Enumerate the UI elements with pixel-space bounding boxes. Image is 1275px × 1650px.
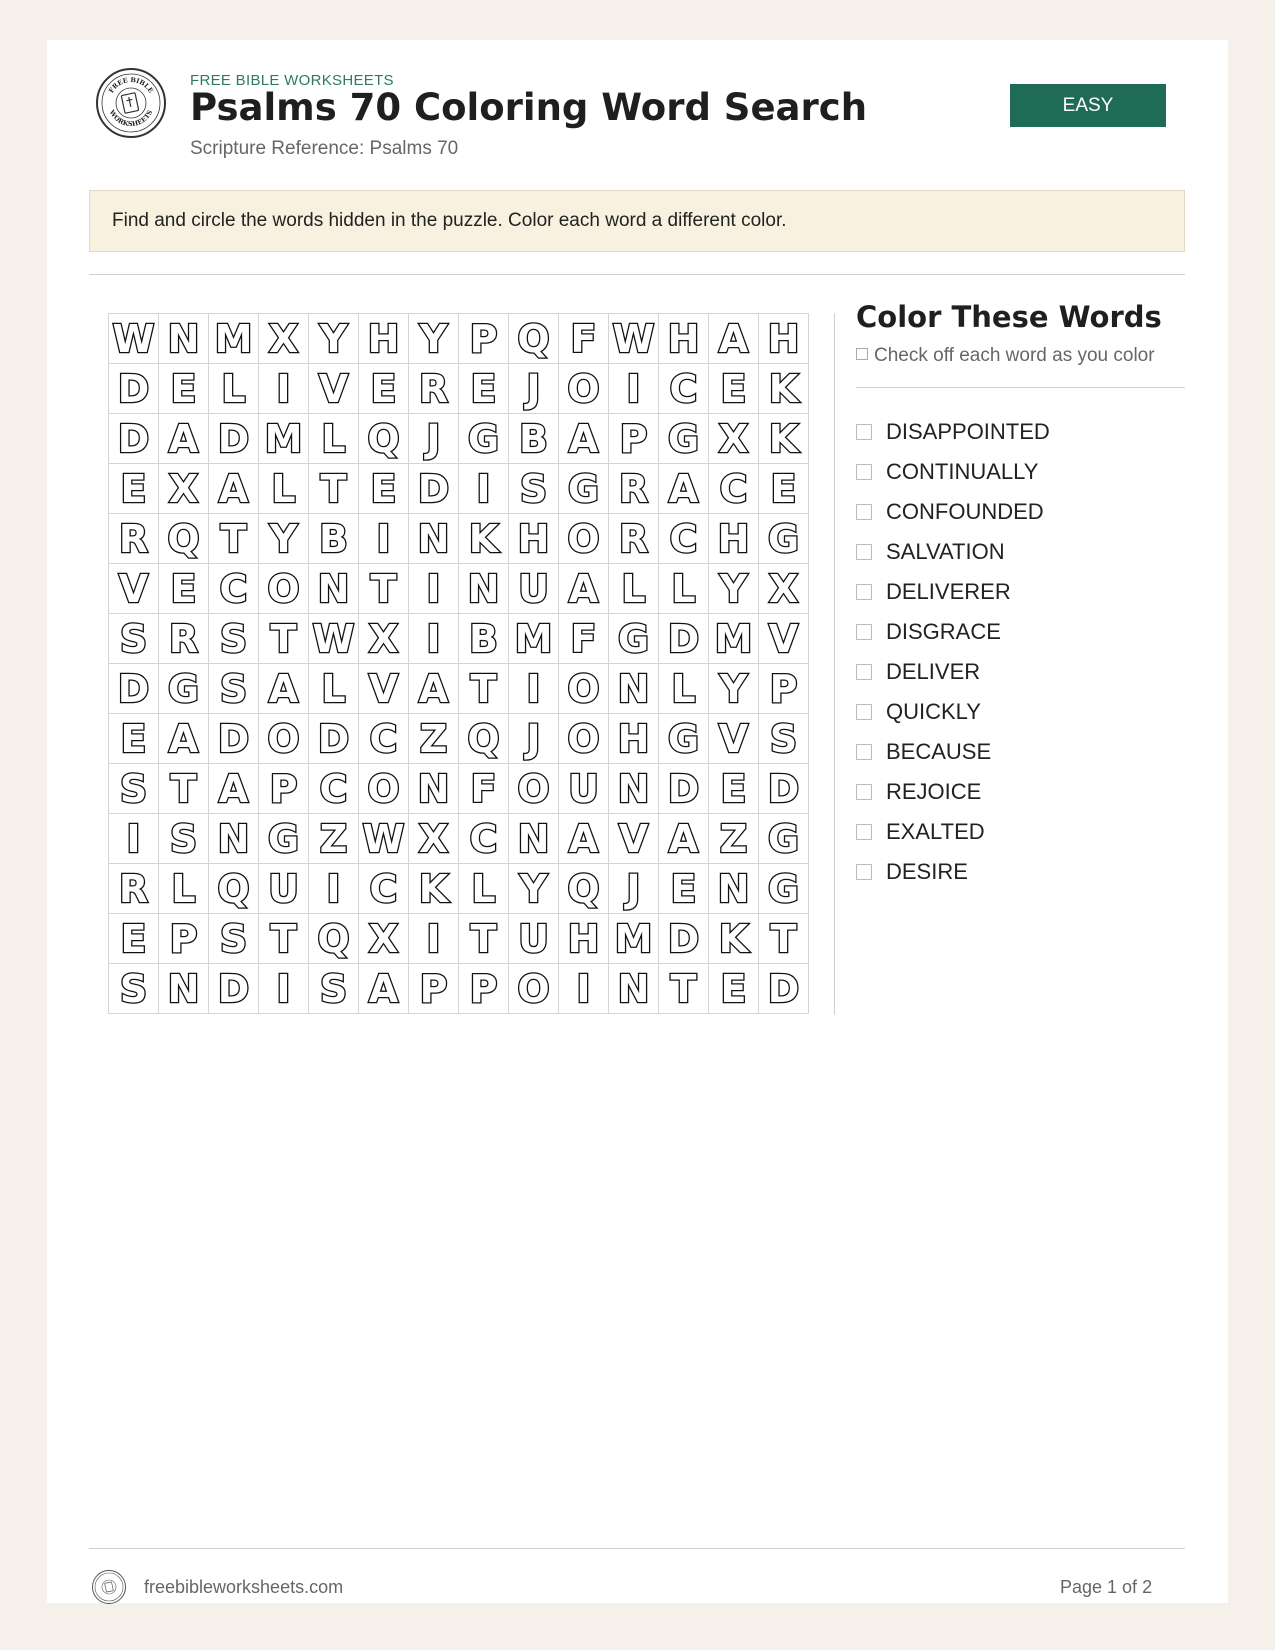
grid-cell[interactable]: L [659, 664, 709, 714]
grid-cell[interactable]: G [659, 714, 709, 764]
grid-cell[interactable]: N [609, 664, 659, 714]
word-list-item [856, 652, 1050, 692]
grid-cell[interactable]: T [259, 614, 309, 664]
word-label: DISAPPOINTED [886, 419, 1050, 444]
word-list-hint-text: Check off each word as you color [874, 345, 1155, 366]
grid-cell[interactable]: I [559, 964, 609, 1014]
grid-cell[interactable]: Q [509, 314, 559, 364]
grid-cell[interactable]: T [659, 964, 709, 1014]
grid-cell[interactable]: S [309, 964, 359, 1014]
grid-cell[interactable]: A [559, 414, 609, 464]
scripture-reference: Scripture Reference: Psalms 70 [190, 138, 459, 159]
grid-cell[interactable]: N [709, 864, 759, 914]
grid-cell[interactable]: A [659, 814, 709, 864]
grid-cell[interactable]: Q [359, 414, 409, 464]
word-list-item [856, 612, 1050, 652]
grid-cell[interactable]: D [209, 414, 259, 464]
grid-cell[interactable]: G [609, 614, 659, 664]
grid-cell[interactable]: C [359, 714, 409, 764]
grid-cell[interactable]: S [109, 964, 159, 1014]
column-divider [834, 313, 835, 1015]
grid-cell[interactable]: C [659, 514, 709, 564]
grid-cell[interactable]: P [159, 914, 209, 964]
grid-cell[interactable]: L [309, 664, 359, 714]
instructions-box [89, 190, 1185, 252]
word-label: DISGRACE [886, 619, 1001, 644]
grid-cell[interactable]: O [259, 564, 309, 614]
word-list-item [856, 532, 1050, 572]
grid-cell[interactable]: Q [309, 914, 359, 964]
grid-cell[interactable]: D [209, 964, 259, 1014]
grid-cell[interactable]: N [459, 564, 509, 614]
grid-cell[interactable]: A [209, 464, 259, 514]
grid-cell[interactable]: N [609, 964, 659, 1014]
grid-cell[interactable]: A [209, 764, 259, 814]
grid-cell[interactable]: I [609, 364, 659, 414]
grid-cell[interactable]: H [609, 714, 659, 764]
grid-cell[interactable]: S [209, 664, 259, 714]
word-list-item [856, 732, 1050, 772]
grid-cell[interactable]: J [509, 364, 559, 414]
grid-cell[interactable]: F [459, 764, 509, 814]
grid-cell[interactable]: L [159, 864, 209, 914]
grid-cell[interactable]: R [609, 464, 659, 514]
grid-cell[interactable]: I [409, 914, 459, 964]
grid-cell[interactable]: P [259, 764, 309, 814]
grid-cell[interactable]: E [759, 464, 809, 514]
grid-cell[interactable]: U [559, 764, 609, 814]
word-label: CONTINUALLY [886, 459, 1039, 484]
grid-cell[interactable]: I [309, 864, 359, 914]
footer-divider [89, 1548, 1185, 1549]
grid-cell[interactable]: B [509, 414, 559, 464]
word-list-item [856, 852, 1050, 892]
grid-cell[interactable]: L [259, 464, 309, 514]
grid-cell[interactable]: O [559, 664, 609, 714]
grid-cell[interactable]: S [109, 764, 159, 814]
grid-cell[interactable]: D [109, 664, 159, 714]
grid-cell[interactable]: E [109, 914, 159, 964]
grid-cell[interactable]: Q [159, 514, 209, 564]
word-checkbox[interactable] [856, 504, 872, 520]
grid-cell[interactable]: G [659, 414, 709, 464]
grid-cell[interactable]: V [309, 364, 359, 414]
grid-cell[interactable]: S [109, 614, 159, 664]
grid-cell[interactable]: E [659, 864, 709, 914]
grid-cell[interactable]: E [709, 364, 759, 414]
word-checkbox[interactable] [856, 624, 872, 640]
grid-cell[interactable]: Q [459, 714, 509, 764]
grid-cell[interactable]: E [109, 714, 159, 764]
grid-cell[interactable]: L [659, 564, 709, 614]
grid-cell[interactable]: R [109, 864, 159, 914]
grid-cell[interactable]: T [359, 564, 409, 614]
grid-cell[interactable]: M [209, 314, 259, 364]
grid-cell[interactable]: O [359, 764, 409, 814]
logo-text-bottom: WORKSHEETS [107, 108, 155, 129]
grid-cell[interactable]: J [509, 714, 559, 764]
grid-cell[interactable]: E [159, 364, 209, 414]
grid-cell[interactable]: H [559, 914, 609, 964]
word-label: EXALTED [886, 819, 985, 844]
grid-cell[interactable]: U [259, 864, 309, 914]
grid-cell[interactable]: K [709, 914, 759, 964]
grid-cell[interactable]: Y [309, 314, 359, 364]
grid-cell[interactable]: X [259, 314, 309, 364]
worksheet-page [47, 40, 1228, 1603]
word-list-item [856, 452, 1050, 492]
grid-cell[interactable]: Y [409, 314, 459, 364]
grid-cell[interactable]: G [559, 464, 609, 514]
grid-cell[interactable]: H [509, 514, 559, 564]
footer-site-link[interactable]: freebibleworksheets.com [144, 1577, 344, 1597]
grid-cell[interactable]: V [109, 564, 159, 614]
word-list-title: Color These Words [856, 300, 1162, 334]
grid-cell[interactable]: H [659, 314, 709, 364]
grid-cell[interactable]: E [709, 764, 759, 814]
grid-cell[interactable]: C [309, 764, 359, 814]
word-checkbox[interactable] [856, 864, 872, 880]
svg-text:FREE BIBLE [107, 76, 155, 95]
page-number: Page 1 of 2 [1060, 1577, 1153, 1597]
grid-cell[interactable]: W [109, 314, 159, 364]
grid-cell[interactable]: D [309, 714, 359, 764]
grid-cell[interactable]: O [559, 514, 609, 564]
grid-cell[interactable]: O [509, 964, 559, 1014]
grid-cell[interactable]: X [359, 614, 409, 664]
grid-cell[interactable]: T [209, 514, 259, 564]
word-label: BECAUSE [886, 739, 992, 764]
word-label: SALVATION [886, 539, 1005, 564]
grid-cell[interactable]: S [159, 814, 209, 864]
grid-cell[interactable]: V [709, 714, 759, 764]
grid-cell[interactable]: I [409, 564, 459, 614]
word-search-grid [108, 313, 809, 1014]
grid-cell[interactable]: D [409, 464, 459, 514]
grid-cell[interactable]: F [559, 314, 609, 364]
grid-cell[interactable]: R [159, 614, 209, 664]
grid-cell[interactable]: Q [559, 864, 609, 914]
bible-seal-icon [96, 68, 166, 138]
word-checkbox[interactable] [856, 784, 872, 800]
grid-cell[interactable]: X [759, 564, 809, 614]
grid-cell[interactable]: A [159, 714, 209, 764]
grid-cell[interactable]: O [559, 364, 609, 414]
grid-cell[interactable]: Z [709, 814, 759, 864]
grid-cell[interactable]: S [209, 914, 259, 964]
grid-cell[interactable]: Y [509, 864, 559, 914]
grid-cell[interactable]: L [309, 414, 359, 464]
grid-cell[interactable]: Y [709, 664, 759, 714]
grid-cell[interactable]: S [209, 614, 259, 664]
grid-cell[interactable]: Z [309, 814, 359, 864]
grid-cell[interactable]: I [509, 664, 559, 714]
word-checkbox[interactable] [856, 744, 872, 760]
grid-cell[interactable]: C [359, 864, 409, 914]
grid-cell[interactable]: X [159, 464, 209, 514]
logo-text-top: FREE BIBLE [107, 75, 155, 95]
grid-cell[interactable]: D [659, 914, 709, 964]
grid-cell[interactable]: C [709, 464, 759, 514]
word-label: DELIVER [886, 659, 981, 684]
grid-cell[interactable]: A [259, 664, 309, 714]
grid-cell[interactable]: K [759, 414, 809, 464]
grid-cell[interactable]: D [209, 714, 259, 764]
grid-cell[interactable]: W [609, 314, 659, 364]
grid-cell[interactable]: G [159, 664, 209, 714]
grid-cell[interactable]: N [159, 964, 209, 1014]
grid-cell[interactable]: A [359, 964, 409, 1014]
grid-cell[interactable]: K [459, 514, 509, 564]
grid-cell[interactable]: E [459, 364, 509, 414]
word-checkbox[interactable] [856, 544, 872, 560]
grid-cell[interactable]: T [309, 464, 359, 514]
grid-cell[interactable]: C [659, 364, 709, 414]
word-checkbox[interactable] [856, 424, 872, 440]
grid-cell[interactable]: M [609, 914, 659, 964]
grid-cell[interactable]: X [359, 914, 409, 964]
grid-cell[interactable]: G [759, 814, 809, 864]
grid-cell[interactable]: K [759, 364, 809, 414]
grid-cell[interactable]: C [209, 564, 259, 614]
grid-cell[interactable]: H [359, 314, 409, 364]
grid-cell[interactable]: Q [209, 864, 259, 914]
grid-cell[interactable]: G [759, 514, 809, 564]
grid-cell[interactable]: E [359, 364, 409, 414]
grid-cell[interactable]: I [259, 964, 309, 1014]
grid-cell[interactable]: F [559, 614, 609, 664]
word-list-item [856, 772, 1050, 812]
grid-cell[interactable]: H [759, 314, 809, 364]
grid-cell[interactable]: O [559, 714, 609, 764]
grid-cell[interactable]: E [109, 464, 159, 514]
grid-cell[interactable]: D [759, 764, 809, 814]
grid-cell[interactable]: R [109, 514, 159, 564]
grid-cell[interactable]: O [509, 764, 559, 814]
grid-cell[interactable]: C [459, 814, 509, 864]
grid-cell[interactable]: X [709, 414, 759, 464]
grid-cell[interactable]: G [459, 414, 509, 464]
grid-cell[interactable]: G [259, 814, 309, 864]
page-title: Psalms 70 Coloring Word Search [190, 86, 868, 129]
grid-cell[interactable]: P [409, 964, 459, 1014]
grid-cell[interactable]: Z [409, 714, 459, 764]
grid-cell[interactable]: N [309, 564, 359, 614]
word-list-item [856, 412, 1050, 452]
grid-cell[interactable]: D [659, 764, 709, 814]
grid-cell[interactable]: P [609, 414, 659, 464]
word-list-divider [856, 387, 1185, 388]
grid-cell[interactable]: T [259, 914, 309, 964]
grid-cell[interactable]: Y [259, 514, 309, 564]
grid-cell[interactable]: A [559, 564, 609, 614]
grid-cell[interactable]: R [409, 364, 459, 414]
word-checkbox[interactable] [856, 584, 872, 600]
grid-cell[interactable]: D [109, 414, 159, 464]
grid-cell[interactable]: P [459, 314, 509, 364]
grid-cell[interactable]: A [709, 314, 759, 364]
grid-cell[interactable]: O [259, 714, 309, 764]
brand-label: FREE BIBLE WORKSHEETS [190, 72, 394, 89]
grid-cell[interactable]: L [609, 564, 659, 614]
grid-cell[interactable]: A [659, 464, 709, 514]
word-list-item [856, 812, 1050, 852]
grid-cell[interactable]: N [409, 514, 459, 564]
grid-cell[interactable]: B [459, 614, 509, 664]
grid-cell[interactable]: U [509, 564, 559, 614]
grid-cell[interactable]: N [609, 764, 659, 814]
grid-cell[interactable]: X [409, 814, 459, 864]
word-checkbox[interactable] [856, 464, 872, 480]
word-list [856, 412, 1050, 892]
grid-cell[interactable]: A [559, 814, 609, 864]
grid-cell[interactable]: S [509, 464, 559, 514]
grid-cell[interactable]: B [309, 514, 359, 564]
grid-cell[interactable]: Y [709, 564, 759, 614]
word-label: REJOICE [886, 779, 982, 804]
grid-cell[interactable]: W [359, 814, 409, 864]
word-list-item [856, 492, 1050, 532]
grid-cell[interactable]: V [609, 814, 659, 864]
grid-cell[interactable]: A [409, 664, 459, 714]
word-list-item [856, 692, 1050, 732]
footer-logo-icon [92, 1570, 126, 1604]
grid-cell[interactable]: V [359, 664, 409, 714]
header-divider [89, 274, 1185, 275]
grid-cell[interactable]: N [409, 764, 459, 814]
grid-cell[interactable]: P [759, 664, 809, 714]
grid-cell[interactable]: D [759, 964, 809, 1014]
grid-cell[interactable]: J [609, 864, 659, 914]
grid-cell[interactable]: T [459, 664, 509, 714]
word-checkbox[interactable] [856, 824, 872, 840]
difficulty-badge: EASY [1010, 84, 1166, 127]
word-label: QUICKLY [886, 699, 981, 724]
word-list-hint [856, 345, 1155, 367]
word-checkbox[interactable] [856, 704, 872, 720]
word-checkbox[interactable] [856, 664, 872, 680]
grid-cell[interactable]: G [759, 864, 809, 914]
grid-cell[interactable]: S [759, 714, 809, 764]
grid-cell[interactable]: M [259, 414, 309, 464]
grid-cell[interactable]: V [759, 614, 809, 664]
grid-cell[interactable]: T [159, 764, 209, 814]
grid-cell[interactable]: I [109, 814, 159, 864]
grid-cell[interactable]: N [209, 814, 259, 864]
grid-cell[interactable]: L [209, 364, 259, 414]
grid-cell[interactable]: D [659, 614, 709, 664]
grid-cell[interactable]: E [159, 564, 209, 614]
grid-cell[interactable]: I [409, 614, 459, 664]
grid-cell[interactable]: I [359, 514, 409, 564]
instructions-text: Find and circle the words hidden in the puzzle. Color each word a different color. [112, 210, 787, 231]
grid-cell[interactable]: J [409, 414, 459, 464]
word-list-item [856, 572, 1050, 612]
grid-cell[interactable]: E [359, 464, 409, 514]
word-label: CONFOUNDED [886, 499, 1044, 524]
grid-cell[interactable]: K [409, 864, 459, 914]
grid-cell[interactable]: H [709, 514, 759, 564]
word-label: DESIRE [886, 859, 968, 884]
grid-cell[interactable]: I [259, 364, 309, 414]
grid-cell[interactable]: U [509, 914, 559, 964]
grid-cell[interactable]: I [459, 464, 509, 514]
grid-cell[interactable]: P [459, 964, 509, 1014]
word-label: DELIVERER [886, 579, 1011, 604]
grid-cell[interactable]: M [509, 614, 559, 664]
grid-cell[interactable]: T [759, 914, 809, 964]
grid-cell[interactable]: E [709, 964, 759, 1014]
checkbox-icon [856, 348, 868, 360]
grid-cell[interactable]: N [509, 814, 559, 864]
grid-cell[interactable]: A [159, 414, 209, 464]
grid-cell[interactable]: R [609, 514, 659, 564]
grid-cell[interactable]: N [159, 314, 209, 364]
grid-cell[interactable]: D [109, 364, 159, 414]
grid-cell[interactable]: W [309, 614, 359, 664]
grid-cell[interactable]: L [459, 864, 509, 914]
grid-cell[interactable]: T [459, 914, 509, 964]
grid-cell[interactable]: M [709, 614, 759, 664]
